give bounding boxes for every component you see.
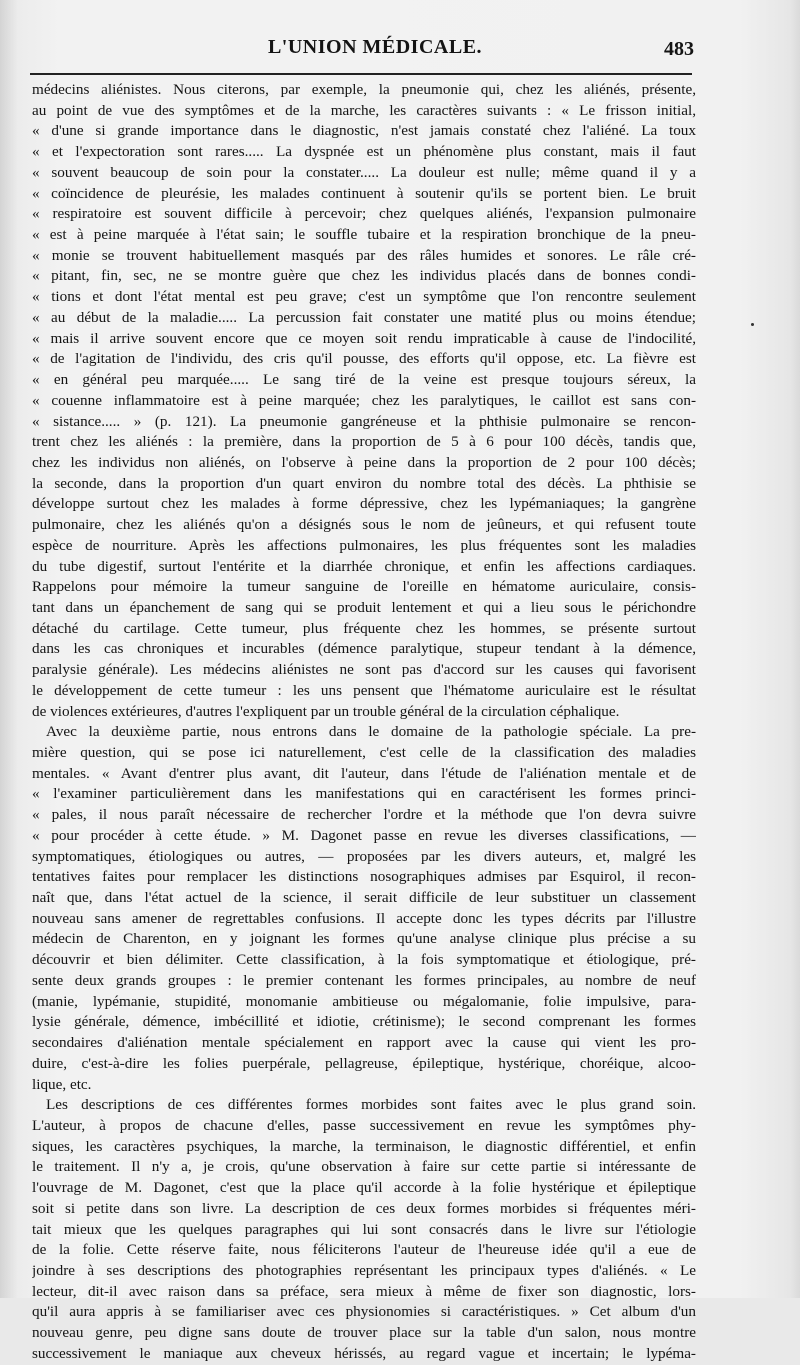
- text-line: « et l'expectoration sont rares..... La dyspnée est un phénomène plus constant, mais il faut: [32, 143, 696, 161]
- text-line: « de l'agitation de l'individu, des cris qu'il pousse, des efforts qu'il oppose, etc. La fièvre est: [32, 350, 696, 368]
- text-line: « l'examiner particulièrement dans les manifestations qui en caractérisent les formes princi-: [32, 785, 696, 803]
- running-title: L'UNION MÉDICALE.: [267, 36, 483, 58]
- text-line: joindre à ses descriptions des photographies représentant les principaux types d'aliénés. « Le: [32, 1261, 696, 1279]
- text-line: « d'une si grande importance dans le diagnostic, n'est jamais constaté chez l'aliéné. La toux: [32, 122, 696, 140]
- text-line: « en général peu marquée..... Le sang tiré de la veine est presque toujours séreux, la: [32, 371, 696, 389]
- text-line: chez les individus non aliénés, on l'observe à peine dans la proportion de 2 pour 100 décès;: [32, 453, 696, 471]
- text-line: soit si petite dans son livre. La description de ces deux formes morbides si fréquentes méri-: [32, 1199, 696, 1217]
- text-line: le développement de cette tumeur : les uns pensent que l'hématome auriculaire est le résultat: [32, 681, 696, 699]
- text-line: tait mieux que les quelques paragraphes qui lui sont consacrés dans le livre sur l'étiologie: [32, 1220, 696, 1238]
- text-line: l'ouvrage de M. Dagonet, c'est que la place qu'il accorde à la folie hystérique et épileptique: [32, 1179, 696, 1197]
- text-line: « tions et dont l'état mental est peu grave; c'est un symptôme que l'on rencontre seulement: [32, 288, 696, 306]
- text-line: le traitement. Il n'y a, je crois, qu'une observation à faire sur cette partie si intéressante de: [32, 1158, 696, 1176]
- text-line: « pour procéder à cette étude. » M. Dagonet passe en revue les diverses classifications, —: [32, 826, 696, 844]
- text-line: détaché du cartilage. Cette tumeur, plus fréquente chez les hommes, se présente surtout: [32, 619, 696, 637]
- text-line: siques, les caractères psychiques, la marche, la terminaison, le diagnostic différentiel, et enfin: [32, 1137, 696, 1155]
- text-line: du tube digestif, surtout l'entérite et la diarrhée chronique, et enfin les affections cardiaques.: [32, 557, 696, 575]
- ink-speck: [751, 323, 754, 326]
- text-line: découvrir et bien délimiter. Cette classification, à la fois symptomatique et étiologique, pré-: [32, 951, 696, 969]
- text-line: sente deux grands groupes : le premier contenant les formes principales, au nombre de neuf: [32, 971, 696, 989]
- text-line: « pitant, fin, sec, ne se montre guère que chez les individus placés dans de bonnes condi-: [32, 267, 696, 285]
- text-line: symptomatiques, étiologiques ou autres, — proposées par les divers auteurs, et, malgré les: [32, 847, 696, 865]
- text-line: espèce de nourriture. Après les affections pulmonaires, les plus fréquentes sont les maladies: [32, 536, 696, 554]
- text-line: « pales, il nous paraît nécessaire de rechercher l'ordre et la méthode que l'on devra suivre: [32, 806, 696, 824]
- text-line: nouveau sans amener de regrettables confusions. Il accepte donc les types décrits par l'illustre: [32, 909, 696, 927]
- text-line: médecin de Charenton, en y joignant les formes qu'une analyse clinique plus précise a su: [32, 930, 696, 948]
- text-line: « au début de la maladie..... La percussion fait constater une matité plus ou moins étendue;: [32, 308, 696, 326]
- body-text: [32, 80, 696, 1365]
- text-line: « sistance..... » (p. 121). La pneumonie gangréneuse et la phthisie pulmonaire se rencon-: [32, 412, 696, 430]
- text-line: lique, etc.: [32, 1075, 92, 1093]
- text-line: « monie se trouvent habituellement masqués par des râles humides et sonores. Le râle cré-: [32, 246, 696, 264]
- text-line: (manie, lypémanie, stupidité, monomanie ambitieuse ou mégalomanie, folie impulsive, para-: [32, 992, 696, 1010]
- text-line: « souvent beaucoup de soin pour la constater..... La douleur est nulle; même quand il y a: [32, 163, 696, 181]
- text-line: de la folie. Cette réserve faite, nous féliciterons l'auteur de l'heureuse idée qu'il a eue de: [32, 1241, 696, 1259]
- text-line: Avec la deuxième partie, nous entrons dans le domaine de la pathologie spéciale. La pre-: [46, 723, 696, 741]
- text-line: Les descriptions de ces différentes formes morbides sont faites avec le plus grand soin.: [46, 1096, 696, 1114]
- text-line: pulmonaire, chez les aliénés qu'on a désignés sous le nom de jeûneurs, et qui refusent toute: [32, 516, 696, 534]
- text-line: nouveau genre, peu digne sans doute de trouver place sur la table d'un salon, nous montre: [32, 1324, 696, 1342]
- text-line: « respiratoire est souvent difficile à percevoir; chez quelques aliénés, l'expansion pulmonaire: [32, 205, 696, 223]
- text-line: médecins aliénistes. Nous citerons, par exemple, la pneumonie qui, chez les aliénés, présente,: [32, 81, 696, 98]
- text-line: mentales. « Avant d'entrer plus avant, dit l'auteur, dans l'étude de l'aliénation mentale et de: [32, 764, 696, 782]
- text-line: tentatives faites pour remplacer les distinctions nosographiques admises par Esquirol, il recon-: [32, 868, 696, 886]
- text-line: secondaires d'aliénation mentale spécialement en rapport avec la cause qui vient les pro-: [32, 1034, 696, 1052]
- page-header: [30, 36, 700, 70]
- text-line: paralysie générale). Les médecins aliénistes ne sont pas d'accord sur les causes qui favorisent: [32, 661, 696, 679]
- text-line: « couenne inflammatoire est à peine marquée; chez les paralytiques, le caillot est sans con-: [32, 391, 696, 409]
- text-line: dans les cas chroniques et incurables (démence paralytique, stupeur tendant à la démence,: [32, 640, 696, 658]
- text-line: Rappelons pour mémoire la tumeur sanguine de l'oreille en hématome auriculaire, consis-: [32, 578, 696, 596]
- header-rule: [30, 73, 692, 75]
- text-line: qu'il aura appris à se familiariser avec ces physionomies si caractéristiques. » Cet album d'un: [32, 1303, 696, 1321]
- text-line: duire, c'est-à-dire les folies puerpérale, pellagreuse, épileptique, hystérique, choréique, alcoo-: [32, 1054, 696, 1072]
- text-line: au point de vue des symptômes et de la marche, les caractères suivants : « Le frisson initial,: [32, 101, 696, 119]
- text-line: lysie générale, démence, imbécillité et idiotie, crétinisme); le second comprenant les formes: [32, 1013, 696, 1031]
- text-line: la seconde, dans la proportion d'un quart environ du nombre total des décès. La phthisie se: [32, 474, 696, 492]
- text-line: trent chez les aliénés : la première, dans la proportion de 5 à 6 pour 100 décès, tandis que,: [32, 433, 696, 451]
- text-line: mière question, qui se pose ici naturellement, c'est celle de la classification des maladies: [32, 744, 696, 761]
- text-line: tant dans un épanchement de sang qui se produit lentement et qui a lieu sous le périchondre: [32, 598, 696, 616]
- page-number: 483: [664, 38, 694, 60]
- text-line: « est à peine marquée à l'état sain; le souffle tubaire et la respiration bronchique de la pneu-: [32, 226, 696, 244]
- text-line: « coïncidence de pleurésie, les malades continuent à soutenir qu'ils se portent bien. Le bruit: [32, 184, 696, 202]
- text-line: naît que, dans l'état actuel de la science, il serait difficile de leur substituer un classement: [32, 889, 696, 907]
- text-line: de violences extérieures, d'autres l'expliquent par un trouble général de la circulation céphalique.: [32, 702, 620, 720]
- text-line: développe surtout chez les malades à forme dépressive, chez les lypémaniaques; la gangrène: [32, 495, 696, 513]
- text-line: lecteur, dit-il avec raison dans sa préface, sera mieux à même de fixer son diagnostic, lors-: [32, 1282, 696, 1300]
- text-line: L'auteur, à propos de chacune d'elles, passe successivement en revue les symptômes phy-: [32, 1116, 696, 1134]
- text-line: successivement le maniaque aux cheveux hérissés, au regard vague et incertain; le lypéma-: [32, 1344, 696, 1362]
- text-line: « mais il arrive souvent encore que ce moyen soit rendu impraticable à cause de l'indocilité,: [32, 329, 696, 347]
